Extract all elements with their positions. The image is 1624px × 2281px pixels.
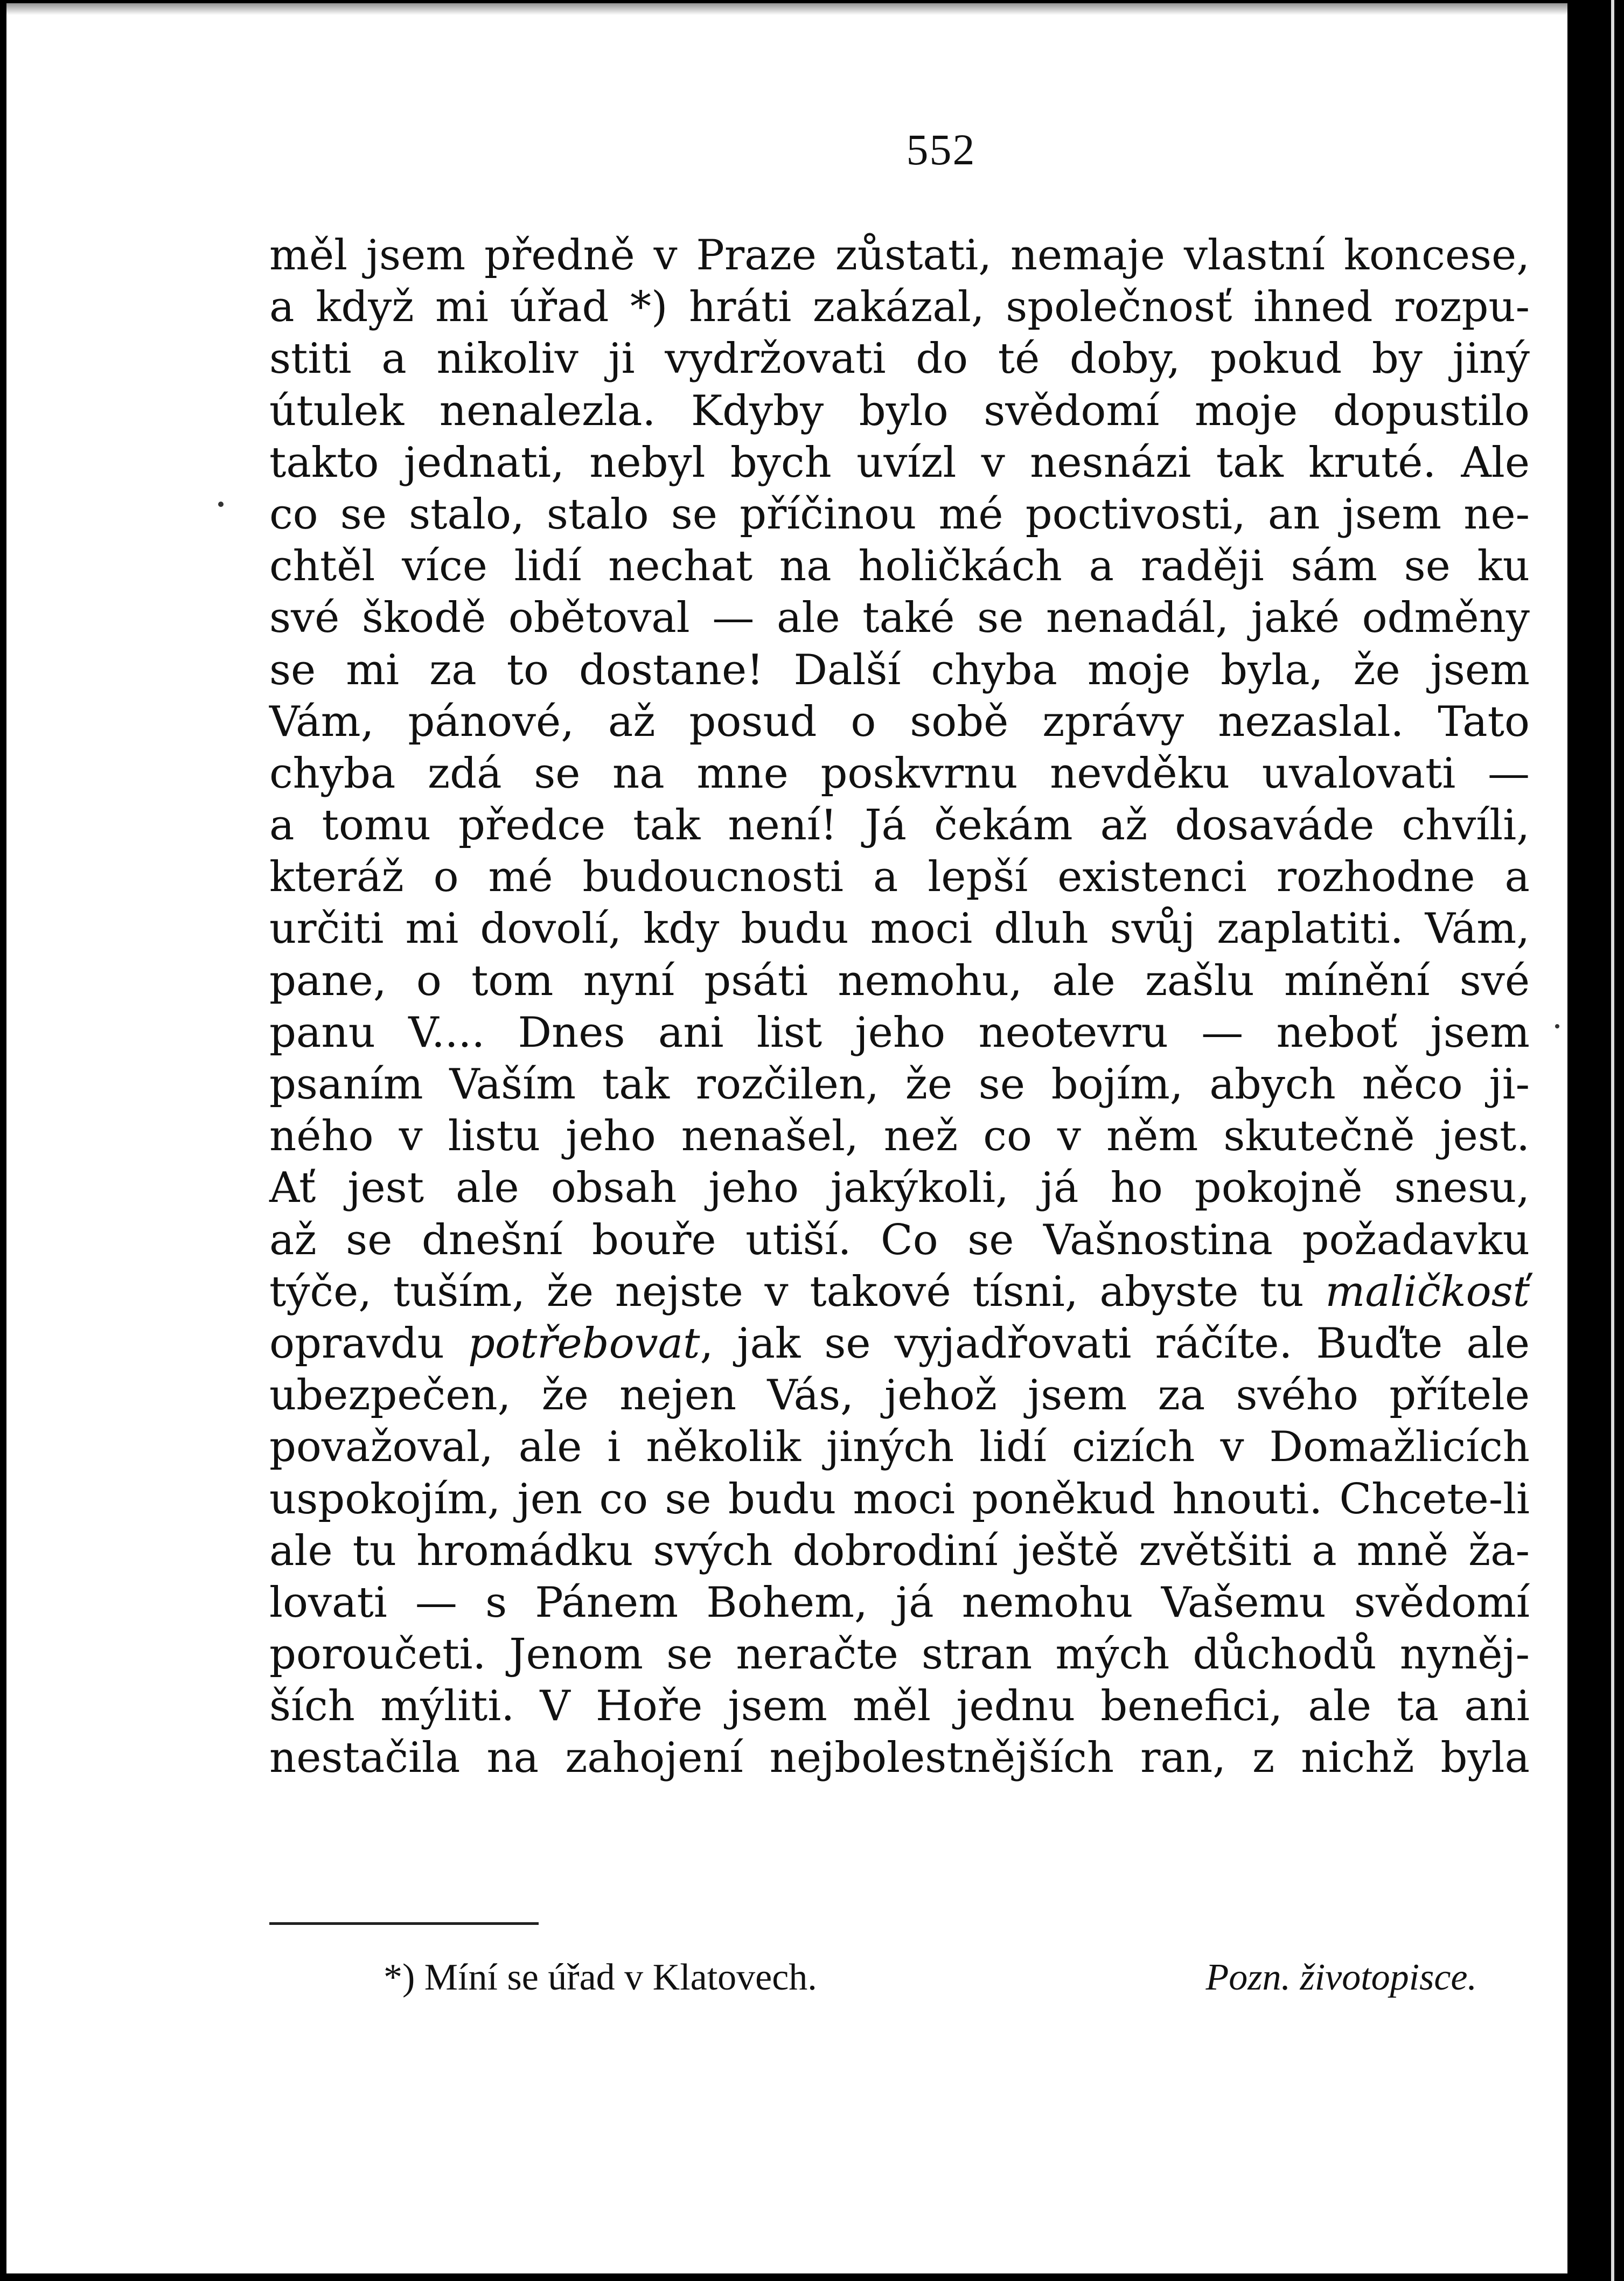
text-segment: , jak se vyjadřovati ráčíte. Buďte ale: [700, 1319, 1530, 1368]
text-line: takto jednati, nebyl bych uvízl v nesnázi tak kruté. Ale: [269, 438, 1530, 487]
text-line: Ať jest ale obsah jeho jakýkoli, já ho pokojně snesu,: [269, 1164, 1530, 1213]
margin-speck: [1555, 1024, 1559, 1028]
text-segment: týče, tuším, že nejste v takové tísni, abyste tu: [269, 1267, 1304, 1316]
footnote-rule: [269, 1922, 539, 1925]
text-line: a tomu předce tak není! Já čekám až dosaváde chvíli,: [269, 801, 1530, 850]
text-line: ale tu hromádku svých dobrodiní ještě zvětšiti a mně ža-: [269, 1526, 1530, 1575]
text-line: útulek nenalezla. Kdyby bylo svědomí moje dopustilo: [269, 386, 1530, 435]
text-line: stiti a nikoliv ji vydržovati do té doby, pokud by jiný: [269, 335, 1530, 384]
text-line: ších mýliti. V Hoře jsem měl jednu benefici, ale ta ani: [269, 1682, 1530, 1731]
text-line: až se dnešní bouře utiší. Co se Vašnostina požadavku: [269, 1215, 1530, 1264]
text-segment: opravdu: [269, 1319, 444, 1368]
italic-word: potřebovat: [468, 1319, 700, 1368]
scan-edge-shadow: [6, 3, 1567, 15]
text-line: ubezpečen, že nejen Vás, jehož jsem za svého přítele: [269, 1371, 1530, 1420]
text-line: považoval, ale i několik jiných lidí cizích v Domažlicích: [269, 1423, 1530, 1472]
text-line: poroučeti. Jenom se neračte stran mých důchodů nyněj-: [269, 1630, 1530, 1679]
text-line: chyba zdá se na mne poskvrnu nevděku uvalovati —: [269, 749, 1530, 798]
text-line: chtěl více lidí nechat na holičkách a raději sám se ku: [269, 542, 1530, 591]
text-line: ného v listu jeho nenašel, než co v něm skutečně jest.: [269, 1112, 1530, 1161]
text-line: a když mi úřad *) hráti zakázal, společnosť ihned rozpu-: [269, 283, 1530, 332]
text-line: lovati — s Pánem Bohem, já nemohu Vašemu svědomí: [269, 1578, 1530, 1627]
text-line: Vám, pánové, až posud o sobě zprávy nezaslal. Tato: [269, 697, 1530, 746]
text-line-with-italic: [269, 1318, 1530, 1369]
text-line: kteráž o mé budoucnosti a lepší existenci rozhodne a: [269, 853, 1530, 902]
footnote-signature: Pozn. životopisce.: [1205, 1957, 1477, 1998]
text-line: své škodě obětoval — ale také se nenadál, jaké odměny: [269, 594, 1530, 643]
text-line: měl jsem předně v Praze zůstati, nemaje vlastní koncese,: [269, 231, 1530, 280]
text-line: panu V.... Dnes ani list jeho neotevru — neboť jsem: [269, 1008, 1530, 1057]
text-line: psaním Vaším tak rozčilen, že se bojím, abych něco ji-: [269, 1060, 1530, 1109]
margin-speck: [218, 502, 224, 507]
scan-right-edge: [1611, 0, 1614, 2281]
text-line: co se stalo, stalo se příčinou mé poctivosti, an jsem ne-: [269, 490, 1530, 539]
text-line: určiti mi dovolí, kdy budu moci dluh svůj zaplatiti. Vám,: [269, 905, 1530, 954]
body-text: [269, 230, 1530, 1784]
text-line: nestačila na zahojení nejbolestnějších ran, z nichž byla: [269, 1734, 1530, 1783]
book-page: [6, 3, 1567, 2273]
text-line-with-italic: [269, 1266, 1530, 1318]
text-line: pane, o tom nyní psáti nemohu, ale zašlu mínění své: [269, 956, 1530, 1005]
footnote-text: *) Míní se úřad v Klatovech.: [384, 1957, 817, 1998]
page-number: 552: [906, 125, 976, 174]
text-line: se mi za to dostane! Další chyba moje byla, že jsem: [269, 645, 1530, 694]
text-line: uspokojím, jen co se budu moci poněkud hnouti. Chcete-li: [269, 1475, 1530, 1524]
italic-word: maličkosť: [1325, 1267, 1530, 1316]
